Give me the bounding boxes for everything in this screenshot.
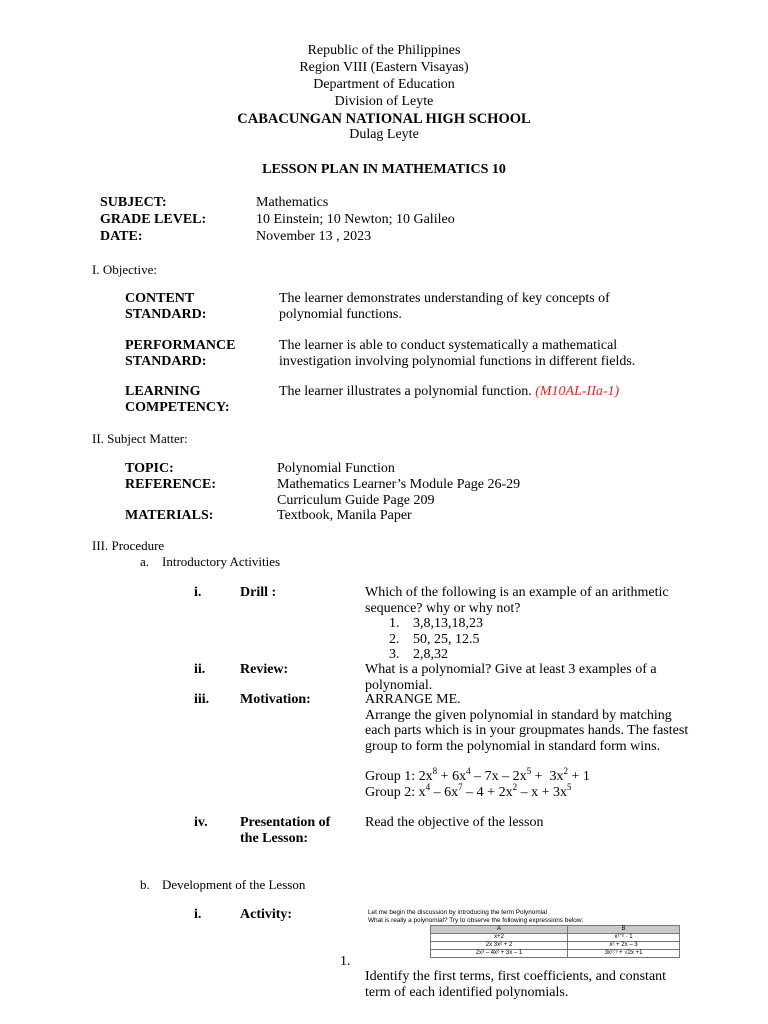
activity-intro-line-2: What is really a polynomial? Try to observe the following expressions below: <box>368 916 584 924</box>
materials-label: MATERIALS: <box>125 508 214 523</box>
topic-label: TOPIC: <box>125 461 174 476</box>
header-region: Region VIII (Eastern Visayas) <box>299 60 469 75</box>
motivation-number: iii. <box>194 692 210 707</box>
subject-value: Mathematics <box>256 195 329 210</box>
header-republic: Republic of the Philippines <box>307 43 461 58</box>
grade-level-label: GRADE LEVEL: <box>100 212 207 227</box>
activity-label: Activity: <box>240 907 293 922</box>
group-1-polynomial: Group 1: $2x^8 + 6x^4 - 7x - 2x^5 + 3x^2 + 1$ <box>365 766 590 784</box>
column-b-header: B <box>567 926 679 934</box>
review-label: Review: <box>240 662 289 677</box>
activity-image-table <box>368 909 680 958</box>
activity-instruction: Identify the first terms, first coefficients, and constant term of each identified polynomials. <box>365 969 667 1000</box>
content-standard-text: The learner demonstrates understanding of key concepts of polynomial functions. <box>279 291 610 322</box>
development-label: Development of the Lesson <box>162 877 306 892</box>
drill-label: Drill : <box>240 585 277 600</box>
subject-label: SUBJECT: <box>100 195 167 210</box>
date-label: DATE: <box>100 229 143 244</box>
presentation-label: Presentation of the Lesson: <box>240 815 331 846</box>
group-2-polynomial: Group 2: $x^4 - 6x^7 - 4 + 2x^2 - x + 3x^5$ <box>365 782 572 800</box>
learning-competency-text: The learner illustrates a polynomial function. (M10AL-IIa-1) <box>279 384 620 399</box>
polynomial-comparison-table <box>430 925 680 958</box>
motivation-label: Motivation: <box>240 692 311 707</box>
drill-text: Which of the following is an example of an arithmetic sequence? why or why not? 1. 3,8,13,18,23 2. 50, 25, 12.5 3. 2,8,32 <box>365 585 669 662</box>
date-value: November 13 , 2023 <box>256 229 372 244</box>
learning-competency-label: LEARNING COMPETENCY: <box>125 384 230 415</box>
grade-level-value: 10 Einstein; 10 Newton; 10 Galileo <box>256 212 455 227</box>
objective-heading: I. Objective: <box>92 262 157 277</box>
table-row: 2x³ – 4x² + 3x – 1 3x¹ᐟ³ + √2x +1 <box>431 950 680 958</box>
review-number: ii. <box>194 662 206 677</box>
introductory-marker: a. <box>140 554 150 569</box>
drill-item-2: 2. 50, 25, 12.5 <box>389 631 480 647</box>
drill-number: i. <box>194 585 202 600</box>
document-title: LESSON PLAN IN MATHEMATICS 10 <box>262 162 506 177</box>
materials-value: Textbook, Manila Paper <box>277 508 412 523</box>
school-location: Dulag Leyte <box>349 127 419 142</box>
column-a-header: A <box>431 926 568 934</box>
subject-matter-heading: II. Subject Matter: <box>92 431 188 446</box>
header-division: Division of Leyte <box>334 94 434 109</box>
presentation-number: iv. <box>194 815 208 830</box>
development-marker: b. <box>140 877 150 892</box>
review-text: What is a polynomial? Give at least 3 examples of a polynomial. <box>365 662 657 693</box>
presentation-text: Read the objective of the lesson <box>365 815 544 830</box>
drill-item-3: 3. 2,8,32 <box>389 647 448 662</box>
reference-value: Mathematics Learner’s Module Page 26-29 Curriculum Guide Page 209 <box>277 477 521 508</box>
procedure-heading: III. Procedure <box>92 538 165 553</box>
activity-number: i. <box>194 907 202 922</box>
content-standard-label: CONTENT STANDARD: <box>125 291 207 322</box>
performance-standard-label: PERFORMANCE STANDARD: <box>125 338 236 369</box>
performance-standard-text: The learner is able to conduct systematically a mathematical investigation involving polynomial functions in different fields. <box>279 338 636 369</box>
school-name: CABACUNGAN NATIONAL HIGH SCHOOL <box>237 111 531 127</box>
table-row: x+2 x¹ᐟ² · 1 <box>431 934 680 942</box>
header-department: Department of Education <box>313 77 455 92</box>
introductory-activities-label: Introductory Activities <box>162 554 281 569</box>
activity-item-number: 1. <box>340 954 351 969</box>
drill-item-1: 1. 3,8,13,18,23 <box>389 616 483 631</box>
motivation-text: ARRANGE ME. Arrange the given polynomial in standard by matching each parts which is in your groupmates hands. The fastest group to form the polynomial in standard form wins. <box>365 692 689 754</box>
competency-code: (M10AL-IIa-1) <box>535 384 620 399</box>
reference-label: REFERENCE: <box>125 477 217 492</box>
table-row: 2x 3x² + 2 x² + 2x – 3 <box>431 942 680 950</box>
activity-intro-line-1: Let me begin the discussion by introducing the term Polynomial <box>368 909 548 916</box>
topic-value: Polynomial Function <box>277 461 395 476</box>
